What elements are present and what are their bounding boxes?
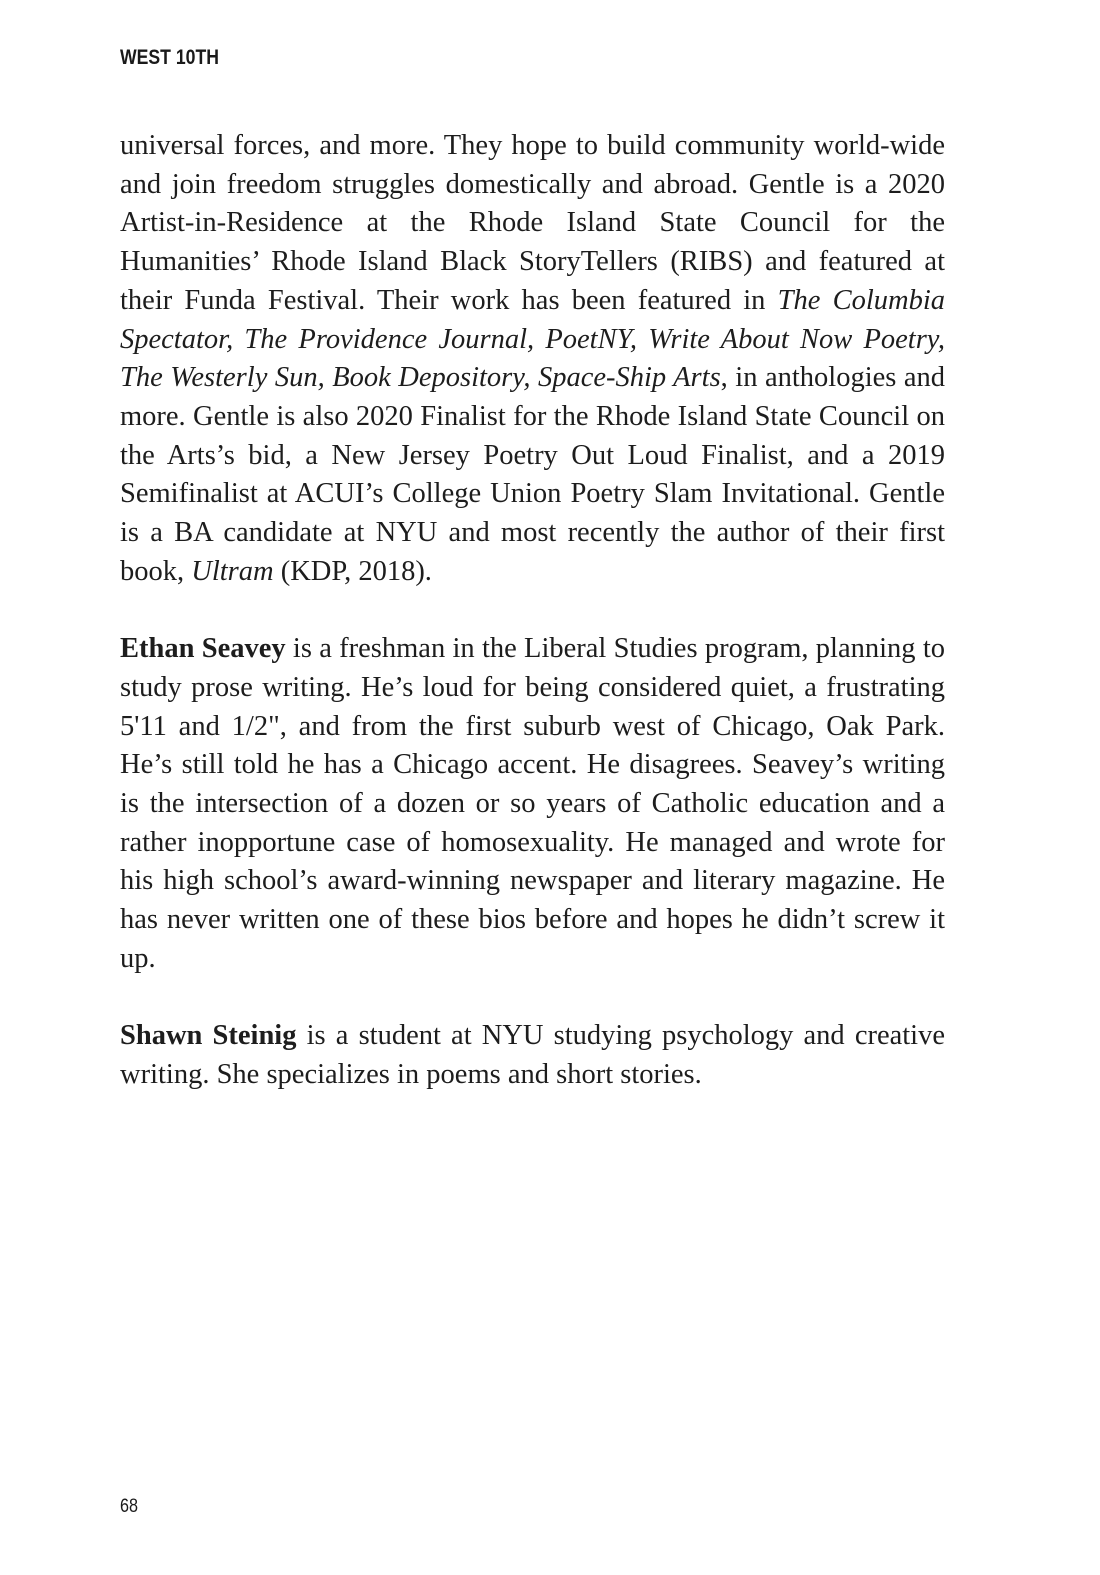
publication-list: The Columbia Spectator, The Providence Journal, PoetNY, Write About Now Poetry, The Westerly Sun, Book Depository, Space-Ship Arts (120, 284, 945, 394)
bio-paragraph-steinig (120, 1017, 945, 1094)
bio-text: universal forces, and more. They hope to build community world-wide and join freedom struggles domestically and abroad. Gentle is a 2020 Artist-in-Residence at the Rhode Island State Council for the Humanities’ Rhode Island Black StoryTellers (RIBS) and featured at their Funda Festival. Their work has been featured in (120, 130, 945, 316)
page-body (120, 127, 945, 1133)
running-head: WEST 10TH (120, 46, 220, 69)
bio-text: is a freshman in the Liberal Studies program, planning to study prose writing. He’s loud for being considered quiet, a frustrating 5'11 and 1/2", and from the first suburb west of Chicago, Oak Park. He’s still told he has a Chicago accent. He disagrees. Seavey’s writing is the intersection of a dozen or so years of Catholic education and a rather inopportune case of homosexuality. He managed and wrote for his high school’s award-winning newspaper and literary magazine. He has never written one of these bios before and hopes he didn’t screw it up. (120, 633, 945, 974)
page-number: 68 (120, 1496, 138, 1517)
bio-name: Shawn Steinig (120, 1020, 297, 1052)
bio-text: is a student at NYU studying psychology and creative writing. She specializes in poems and short stories. (120, 1020, 946, 1090)
bio-paragraph-seavey (120, 630, 945, 978)
bio-text: , in anthologies and more. Gentle is also 2020 Finalist for the Rhode Island State Council on the Arts’s bid, a New Jersey Poetry Out Loud Finalist, and a 2019 Semifinalist at ACUI’s College Union Poetry Slam Invitational. Gentle is a BA candidate at NYU and most recently the author of their first book, (120, 362, 945, 587)
bio-paragraph-gentle (120, 127, 945, 591)
bio-text: (KDP, 2018). (273, 555, 432, 587)
bio-name: Ethan Seavey (120, 633, 286, 665)
book-title: Ultram (191, 555, 274, 587)
